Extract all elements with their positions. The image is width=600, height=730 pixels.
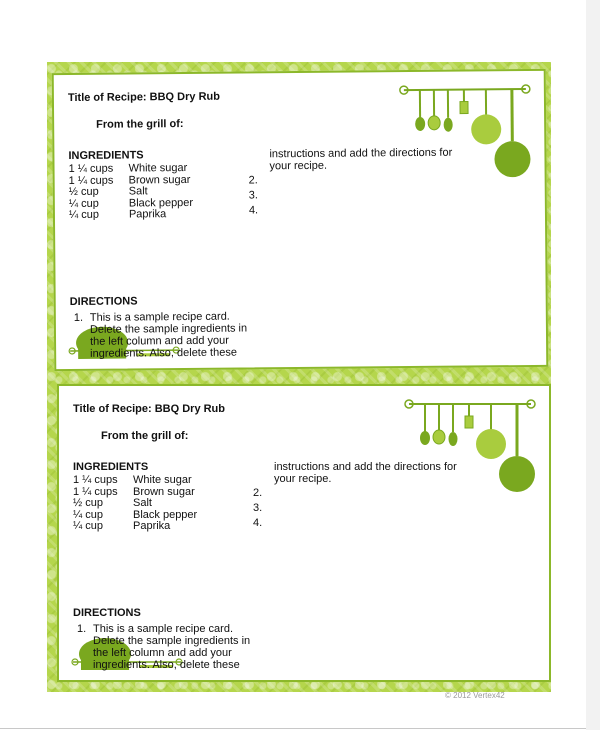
directions-numbers [253, 486, 262, 531]
ingredient-row: ¼ cup Paprika [68, 208, 167, 222]
ingredient-row: 1 ¼ cups Brown sugar [73, 485, 195, 498]
direction-number: 1. [73, 311, 84, 324]
ingredients-list [73, 475, 233, 533]
ingredients-heading: INGREDIENTS [68, 149, 144, 163]
kitchen-utensils-icon [398, 79, 539, 190]
from-grill-label: From the grill of: [101, 430, 189, 442]
ingredients-list [69, 163, 229, 222]
copyright-footer: © 2012 Vertex42 [445, 691, 505, 700]
ingredient-row: 1 ¼ cups White sugar [73, 474, 192, 486]
kitchen-utensils-icon [403, 394, 543, 504]
direction-number: 2. [248, 174, 258, 187]
directions-numbers [249, 173, 259, 218]
recipe-title: Title of Recipe: BBQ Dry Rub [73, 403, 225, 415]
scrollbar[interactable] [586, 0, 600, 730]
direction-number: 4. [253, 517, 263, 529]
directions-continued-text: instructions and add the directions for your recipe. [274, 461, 457, 485]
recipe-card-1 [52, 69, 549, 371]
direction-text: This is a sample recipe card. Delete the sample ingredients in the left column and add your ingredients. Also, delete these [89, 310, 248, 360]
ingredient-row: 1 ¼ cups White sugar [68, 161, 188, 176]
ingredient-row: 1 ¼ cups Brown sugar [68, 173, 191, 187]
recipe-title: Title of Recipe: BBQ Dry Rub [67, 90, 220, 105]
ingredient-row: ¼ cup Black pepper [68, 196, 194, 210]
direction-number: 2. [253, 487, 263, 499]
recipe-title-value: BBQ Dry Rub [149, 90, 220, 104]
ingredient-row: ¼ cup Paprika [73, 520, 171, 532]
ingredient-row: ½ cup Salt [68, 185, 148, 199]
from-grill-label: From the grill of: [96, 118, 184, 131]
ingredient-row: ¼ cup Black pepper [73, 508, 198, 521]
directions-continued-text: instructions and add the directions for your recipe. [269, 146, 453, 173]
direction-number: 4. [248, 204, 259, 217]
direction-number: 3. [253, 502, 263, 514]
direction-number: 3. [248, 189, 259, 202]
directions-heading: DIRECTIONS [69, 295, 138, 309]
recipe-title-value: BBQ Dry Rub [154, 403, 225, 415]
ingredient-row: ½ cup Salt [73, 497, 152, 509]
directions-heading: DIRECTIONS [73, 607, 141, 619]
ingredients-heading: INGREDIENTS [73, 461, 149, 473]
recipe-card-2 [57, 384, 551, 682]
direction-number: 1. [77, 623, 87, 635]
direction-text: This is a sample recipe card. Delete the sample ingredients in the left column and add your ingredients. Also, delete these [93, 623, 251, 671]
